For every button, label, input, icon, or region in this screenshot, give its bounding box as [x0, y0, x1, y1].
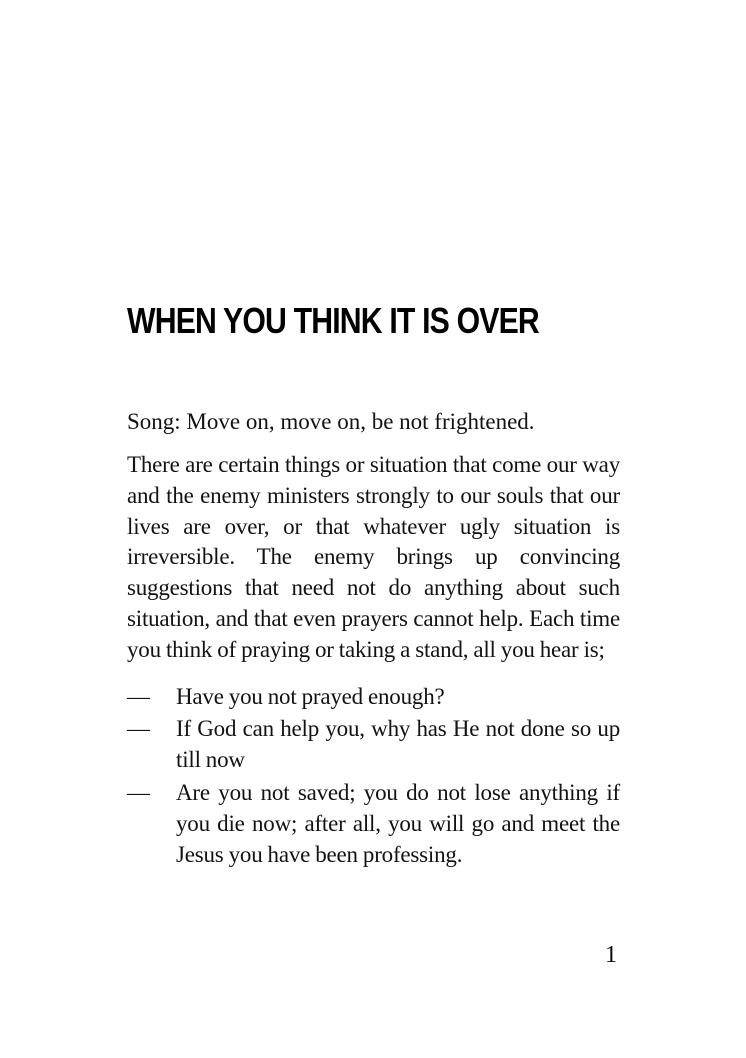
dash-list [127, 682, 620, 871]
list-item-text: Have you not prayed enough? [176, 683, 445, 709]
dash-bullet-icon: — [127, 683, 150, 709]
list-item [127, 778, 620, 870]
dash-bullet-icon: — [127, 779, 150, 805]
page-number: 1 [605, 942, 617, 968]
list-item [127, 714, 620, 776]
chapter-title: WHEN YOU THINK IT IS OVER [127, 300, 539, 341]
list-item-text: Are you not saved; you do not lose anything if you die now; after all, you will go and meet the Jesus you have been professing. [176, 779, 620, 867]
list-item [127, 682, 620, 713]
dash-bullet-icon: — [127, 716, 150, 742]
list-item-text: If God can help you, why has He not done so up till now [176, 716, 620, 773]
body-paragraph: There are certain things or situation that come our way and the enemy ministers strongly to our souls that our lives are over, or that whatever ugly situation is irreversible. The enemy brings up convincing suggestions that need not do anything about such situation, and that even prayers cannot help. Each time you think of praying or taking a stand, all you hear is; [127, 452, 620, 662]
song-line: Song: Move on, move on, be not frightened. [127, 409, 535, 434]
